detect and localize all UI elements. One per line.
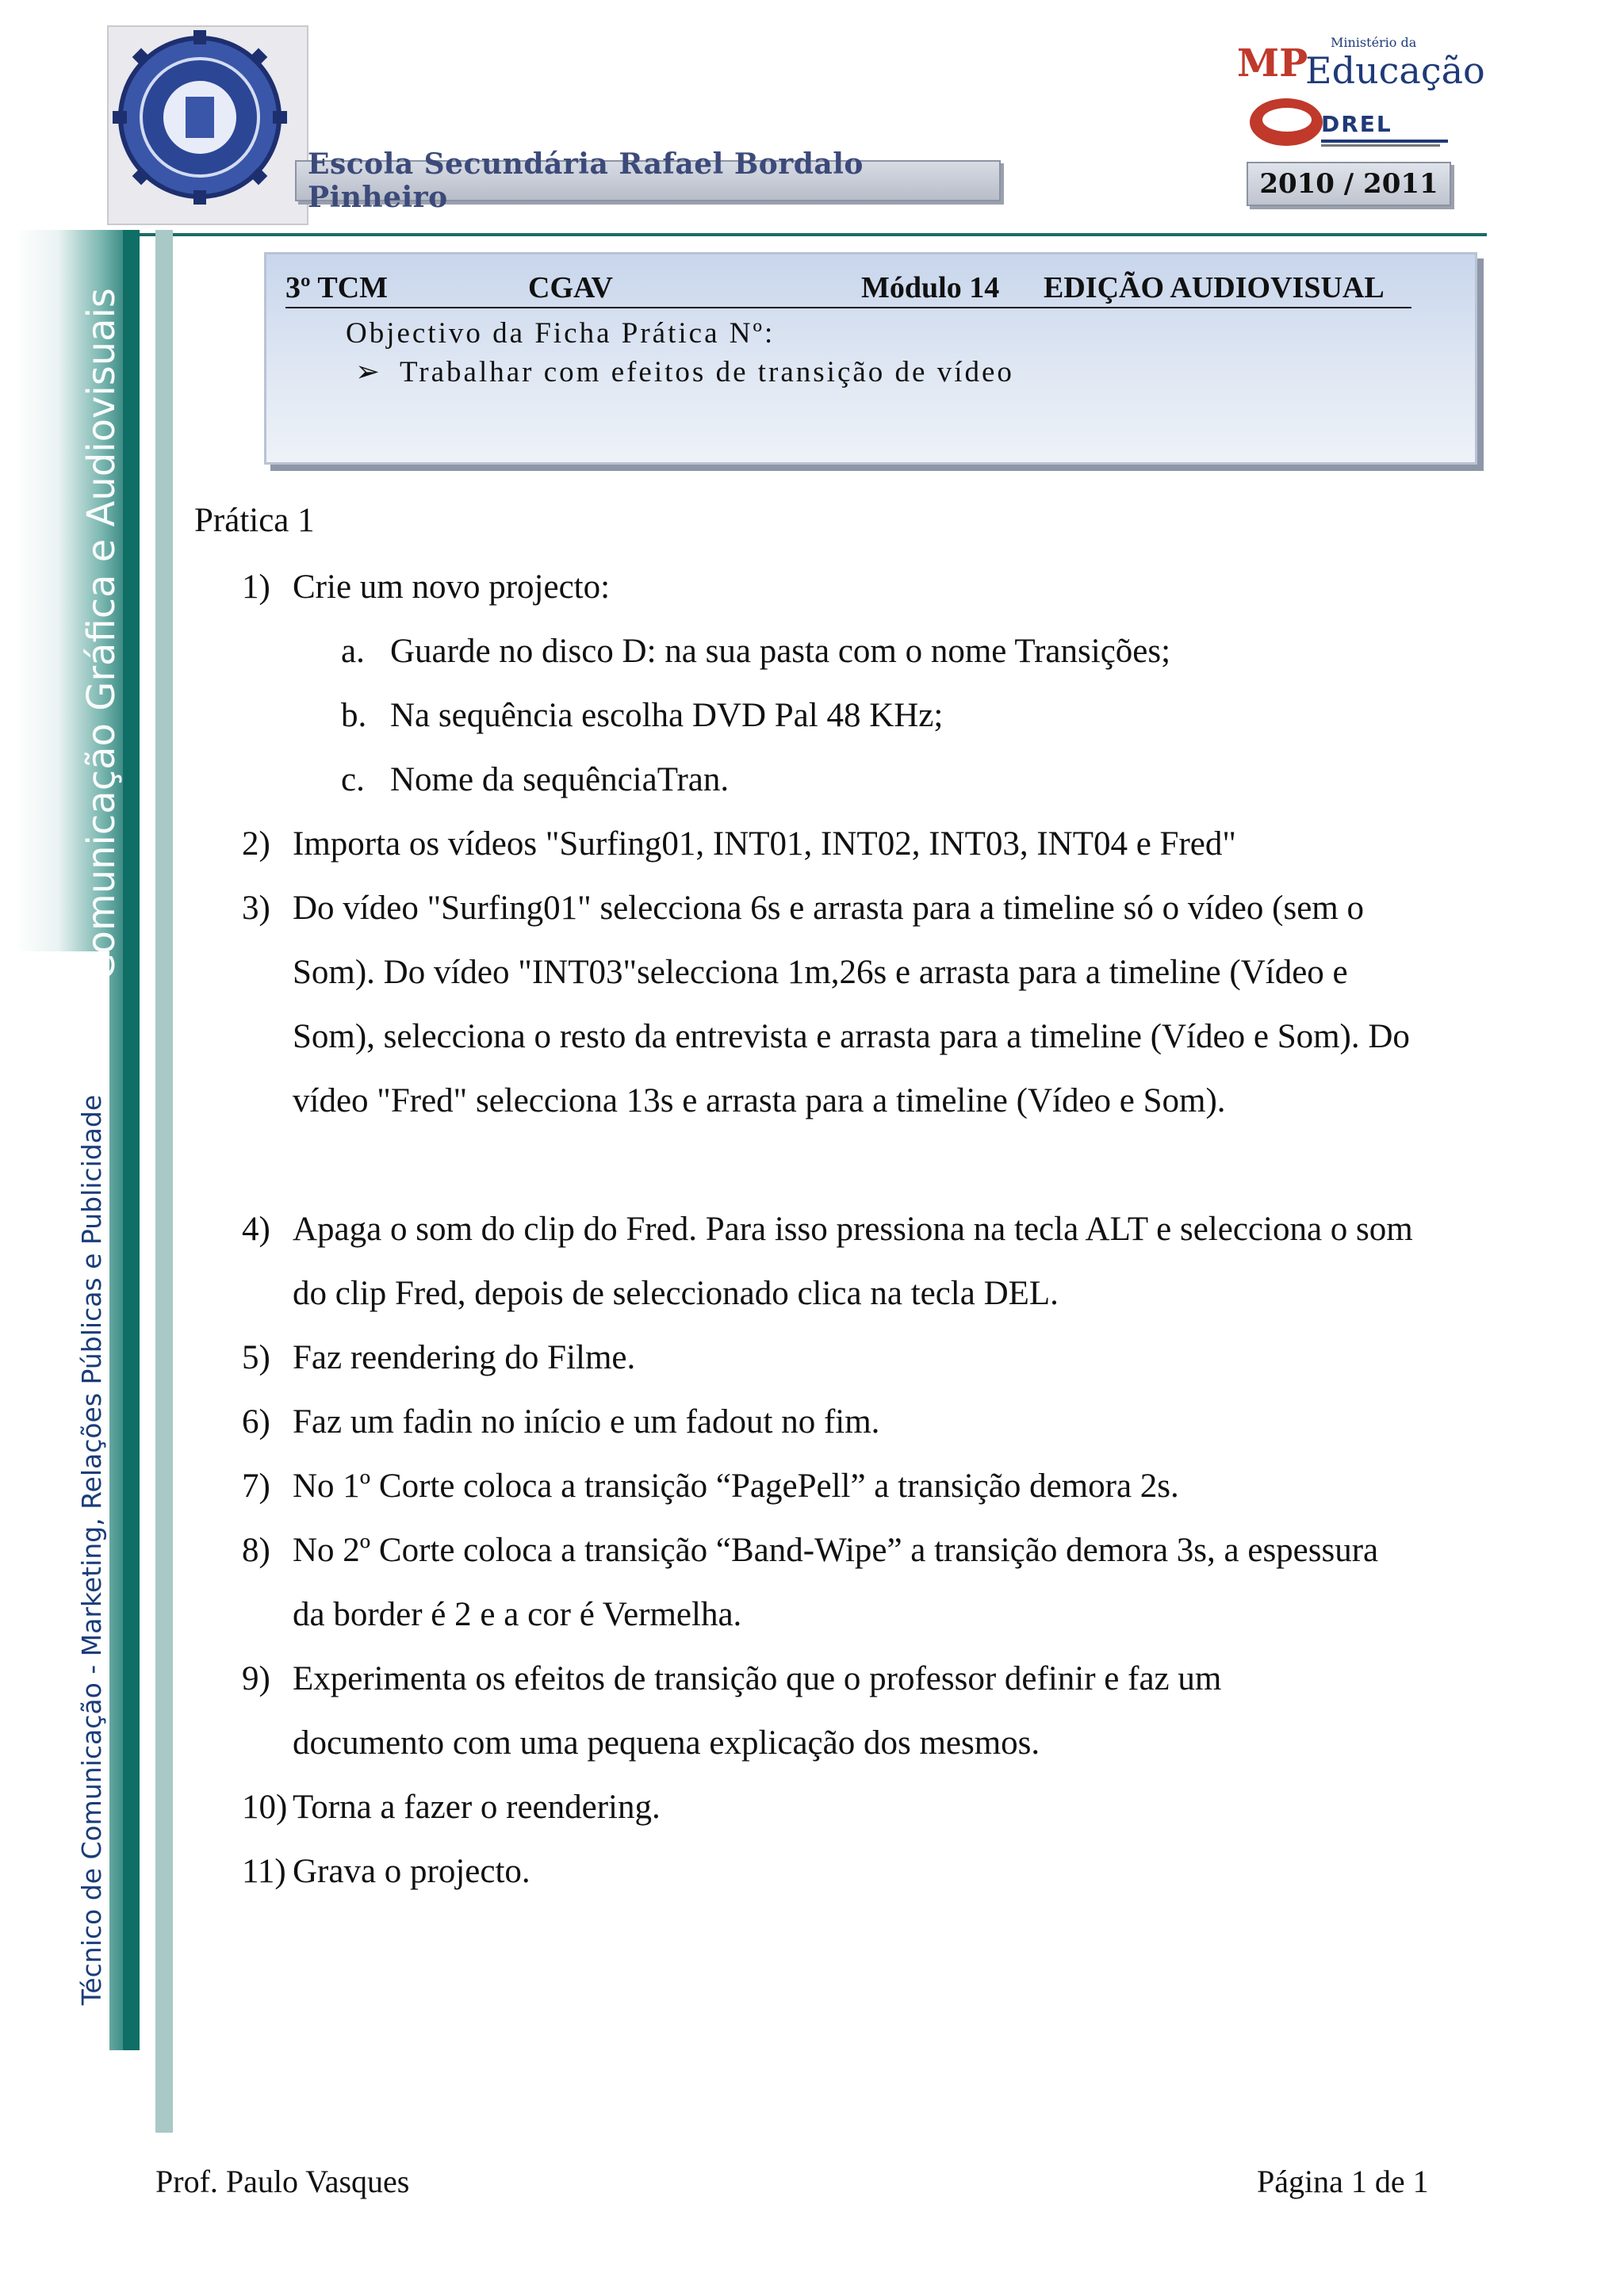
header-divider [24,233,1487,236]
ministry-logo [1237,35,1485,92]
drel-label: DREL [1321,111,1392,137]
footer-page-number: Página 1 de 1 [1257,2164,1429,2199]
list-item-number: 3) [242,890,270,927]
sidebar-program-title: Técnico de Comunicação - Marketing, Relações Públicas e Publicidade [76,1094,107,2006]
subject-label: EDIÇÃO AUDIOVISUAL [1044,271,1385,304]
school-name-banner [295,147,1001,214]
list-item-number: 1) [242,568,270,606]
list-item-text: No 1º Corte coloca a transição “PagePell” a transição demora 2s. [293,1468,1179,1505]
class-label: 3º TCM [285,271,389,304]
list-item-number: 9) [242,1660,270,1697]
school-year-badge [1247,162,1451,206]
ministry-word: Educação [1305,49,1485,92]
school-emblem-icon [111,29,301,219]
list-item-number: 10) [242,1789,288,1826]
sub-list-item-letter: c. [341,761,365,798]
list-item-text: Apaga o som do clip do Fred. Para isso pressiona na tecla ALT e selecciona o som do clip Fred, depois de seleccionado clica na tecla DEL. [293,1211,1413,1312]
sub-list-item-letter: a. [341,633,365,670]
list-item-text: Faz reendering do Filme. [293,1339,636,1376]
sub-list-item-text: Guarde no disco D: na sua pasta com o nome Transições; [390,633,1171,670]
objective-item [355,354,1014,389]
school-name: Escola Secundária Rafael Bordalo Pinheiro [308,147,864,214]
list-item-number: 4) [242,1211,270,1248]
list-item-number: 11) [242,1853,286,1890]
list-item-number: 5) [242,1339,270,1376]
section-title: Prática 1 [194,502,315,539]
list-item-text: Faz um fadin no início e um fadout no fim. [293,1403,880,1441]
drel-logo [1250,94,1448,159]
list-item-text: Importa os vídeos "Surfing01, INT01, INT02, INT03, INT04 e Fred" [293,825,1236,863]
objective-label: Objectivo da Ficha Prática Nº: [346,317,776,350]
objective-header-row [285,266,1411,308]
ministry-mark: MP [1237,41,1308,86]
sidebar-light-stripe [155,230,173,2133]
sub-list-item-letter: b. [341,697,367,734]
list-item-text: Do vídeo "Surfing01" selecciona 6s e arrasta para a timeline só o vídeo (sem o Som). Do vídeo "INT03"selecciona 1m,26s e arrasta para a timeline (Vídeo e Som), selecciona o resto da entrevista e arrasta para a timeline (Vídeo e Som). Do vídeo "Fred" selecciona 13s e arrasta para a timeline (Vídeo e Som). [293,890,1410,1119]
list-item-text: Grava o projecto. [293,1853,530,1890]
list-item-number: 7) [242,1468,270,1505]
objective-box [264,252,1477,465]
sidebar-dark-stripe [123,230,140,2050]
list-item-text: No 2º Corte coloca a transição “Band-Wipe” a transição demora 3s, a espessura da border é 2 e a cor é Vermelha. [293,1532,1379,1633]
school-year: 2010 / 2011 [1259,168,1438,200]
list-item-text: Experimenta os efeitos de transição que o professor definir e faz um documento com uma pequena explicação dos mesmos. [293,1660,1222,1762]
ministry-small-text: Ministério da [1331,35,1417,50]
sub-list-item-text: Nome da sequênciaTran. [390,761,730,798]
objective-item-text: Trabalhar com efeitos de transição de vídeo [400,356,1014,388]
list-item-number: 2) [242,825,270,863]
list-item-text: Torna a fazer o reendering. [293,1789,661,1826]
footer-author: Prof. Paulo Vasques [155,2164,410,2199]
list-item-number: 6) [242,1403,270,1441]
list-item-text: Crie um novo projecto: [293,568,611,606]
list-item-number: 8) [242,1532,270,1569]
course-label: CGAV [528,271,613,304]
sidebar-course-title: Comunicação Gráfica e Audiovisuais [79,288,124,981]
sub-list-item-text: Na sequência escolha DVD Pal 48 KHz; [390,697,944,734]
arrow-bullet-icon: ➢ [355,356,383,388]
module-label: Módulo 14 [861,271,1000,304]
